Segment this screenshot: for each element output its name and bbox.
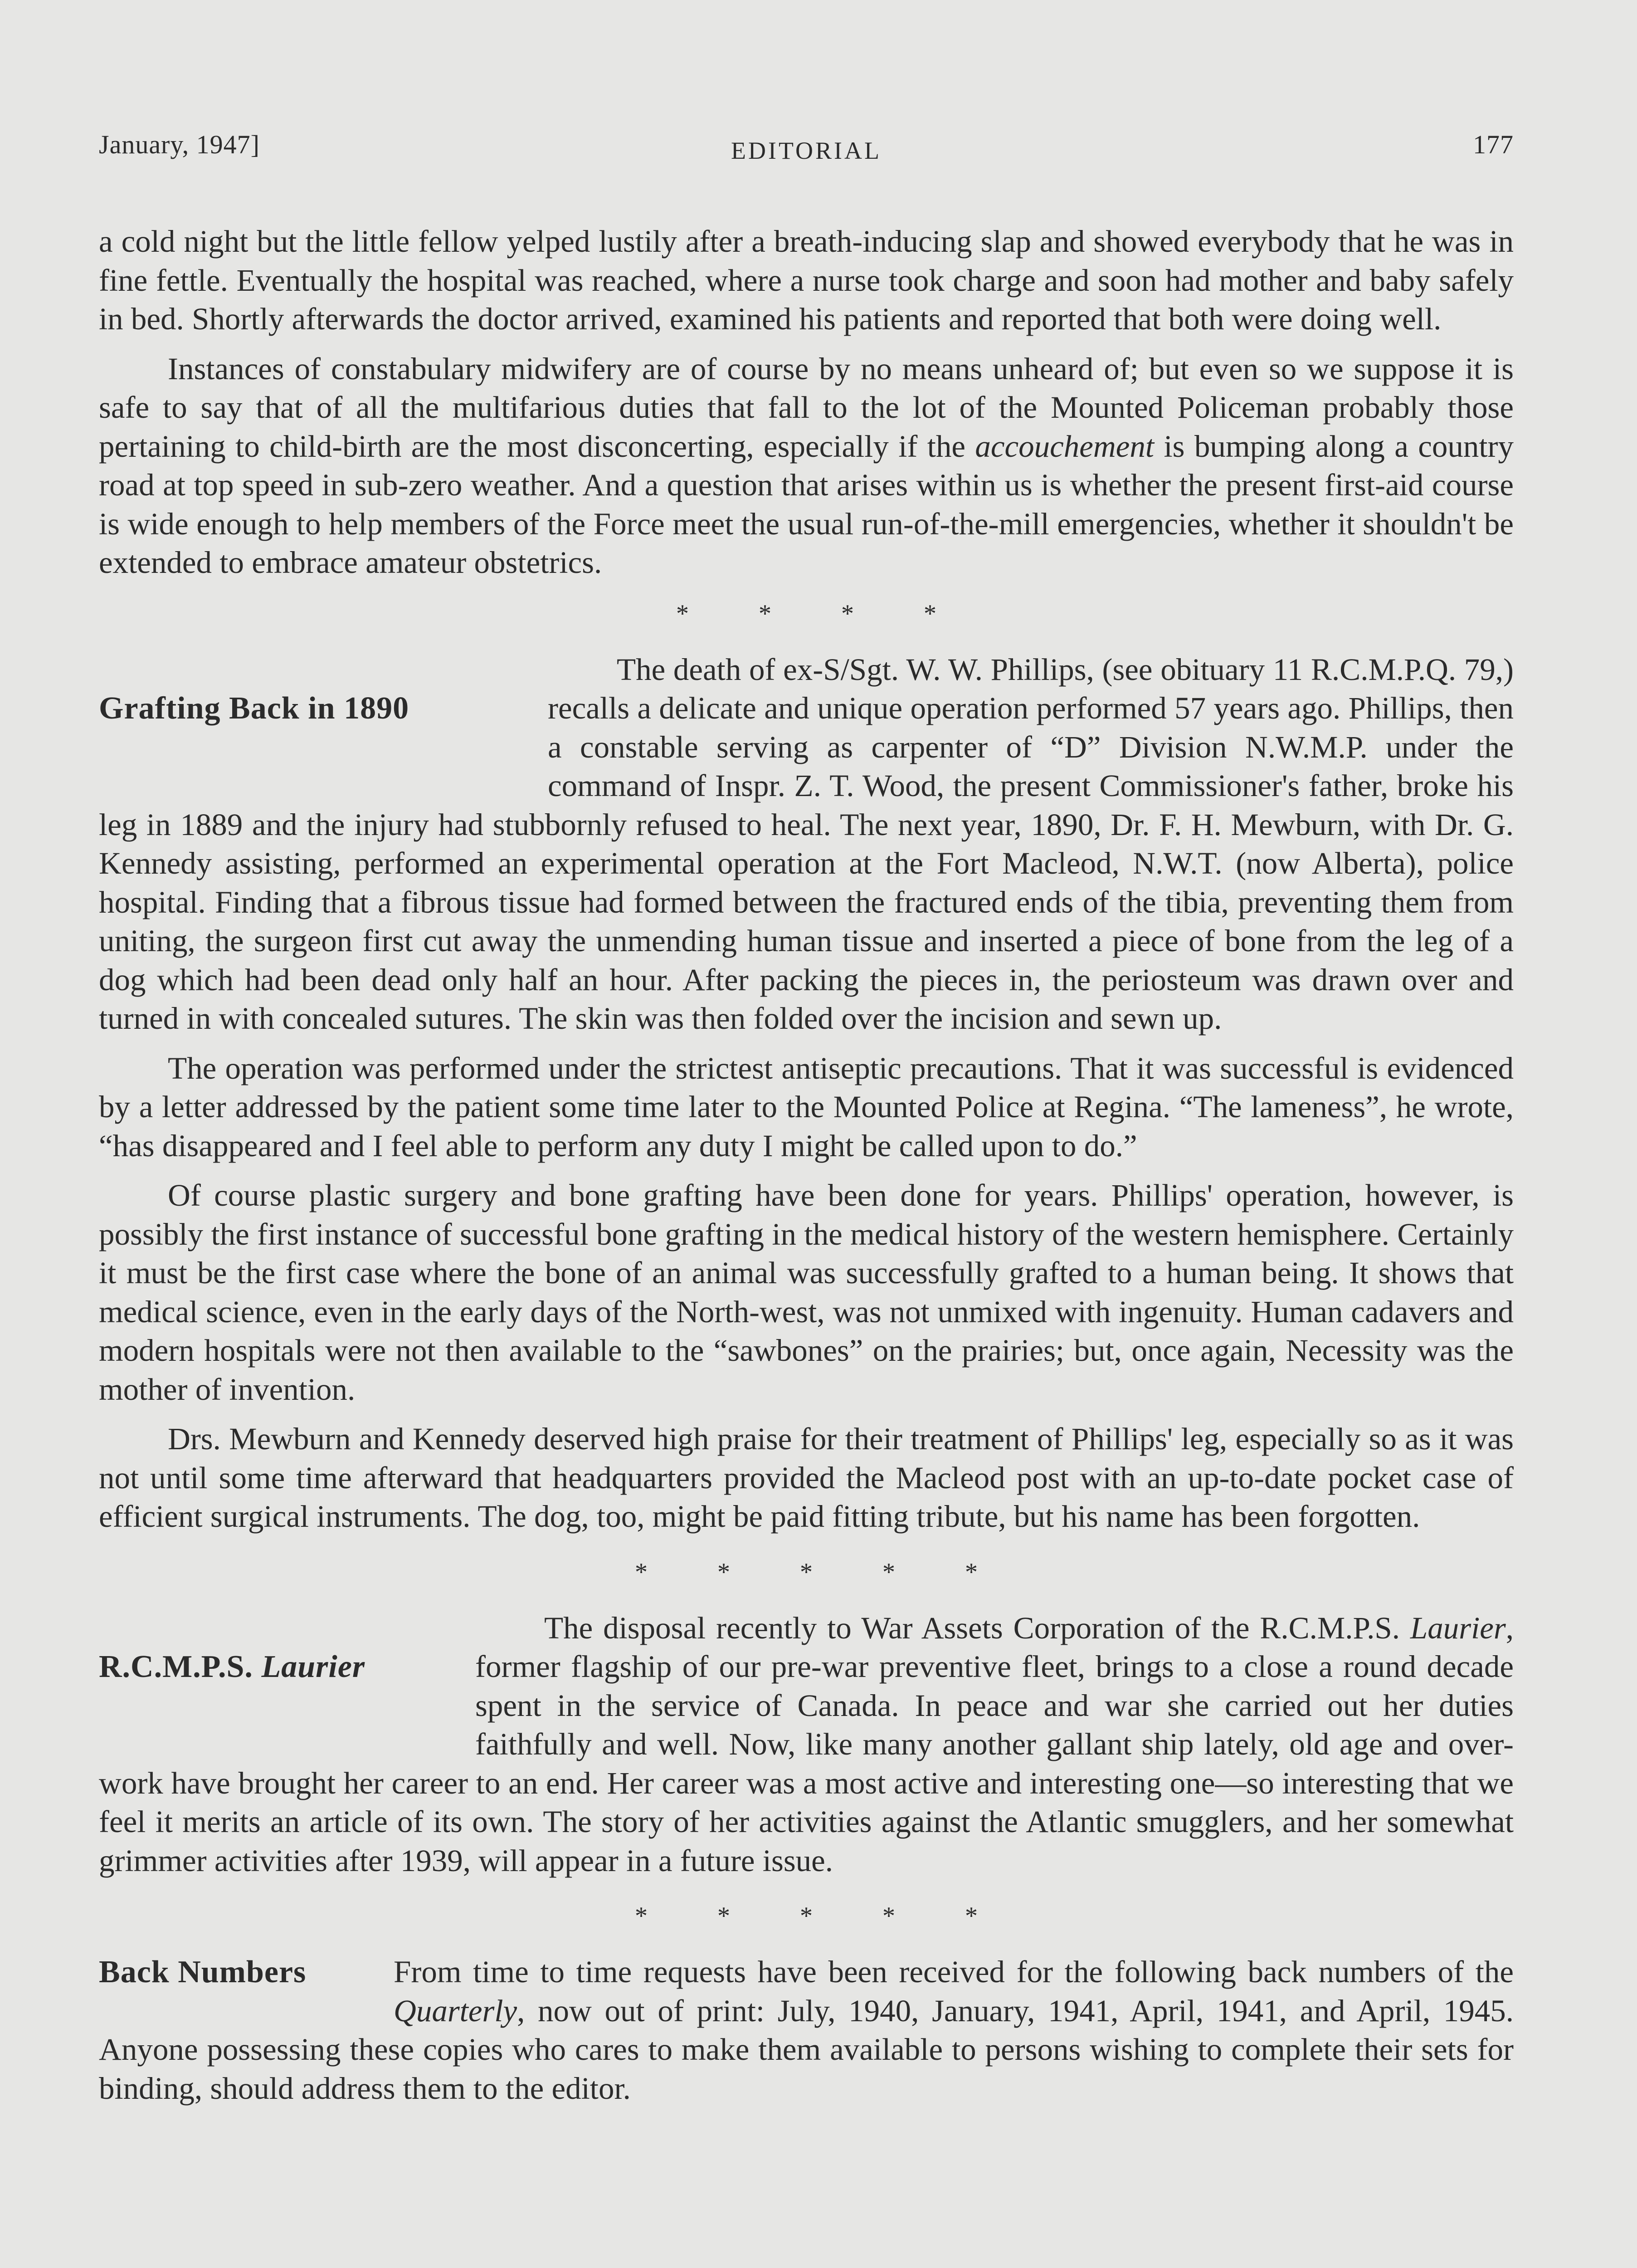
text-run: Instances of constabulary midwifery are of course by no means unheard of; but even so we suppose it is safe to say that of all the multifarious duties that fall to the lot of the Mounted Policeman probably those pertaining to child-birth are the most disconcerting, especially if the [99,351,1514,464]
section-title: EDITORIAL [731,137,882,164]
paragraph: The death of ex-S/Sgt. W. W. Phillips, (see obituary 11 R.C.M.P.Q. 79,) recalls a delicate and unique operation performed 57 years ago. Phillips, then a constable serving as carpenter of “D” Division N.W.M.P. under the command of Inspr. Z. T. Wood, the present Commissioner's father, broke his leg in 1889 and the injury had stubbornly refused to heal. The next year, 1890, Dr. F. H. Mewburn, with Dr. G. Kennedy assisting, performed an experimental operation at the Fort Macleod, N.W.T. (now Alberta), police hospital. Finding that a fibrous tissue had formed between the fractured ends of the tibia, preventing them from uniting, the surgeon first cut away the unmending human tissue and inserted a piece of bone from the leg of a dog which had been dead only half an hour. After packing the pieces in, the periosteum was drawn over and turned in with concealed sutures. The skin was then folded over the incision and sewn up. [99,652,1514,1036]
section-separator: * * * * [676,599,936,628]
publication-name: Quarterly [394,1993,517,2028]
running-head [99,129,1514,170]
paragraph: Drs. Mewburn and Kennedy deserved high praise for their treatment of Phillips' leg, especially so as it was not until some time afterward that headquarters provided the Macleod post with an up-to-date pocket case of efficient surgical instruments. The dog, too, might be paid fitting tribute, but his name has been forgotten. [99,1422,1514,1534]
italic-term: accouchement [975,429,1155,464]
text-run: , now out of print: July, 1940, January, 1941, April, 1941, and April, 1945. Anyone possessing these copies who cares to make them available to persons wishing to complete their sets for binding, should address them to the editor. [99,1993,1514,2106]
paragraph [99,350,1514,582]
side-heading-back-numbers: Back Numbers [99,1955,307,1989]
section-separator: * * * * * [635,1902,978,1930]
section-separator: * * * * * [635,1558,978,1586]
heading-text: R.C.M.P.S. [99,1649,262,1684]
paragraph: a cold night but the little fellow yelped lustily after a breath-inducing slap and showed everybody that he was in fine fettle. Eventually the hospital was reached, where a nurse took charge and soon had mother and baby safely in bed. Shortly afterwards the doctor arrived, examined his patients and reported that both were doing well. [99,224,1514,336]
paragraph: The operation was performed under the strictest antiseptic precautions. That it was successful is evidenced by a letter addressed by the patient some time later to the Mounted Police at Regina. “The lameness”, he wrote, “has disappeared and I feel able to perform any duty I might be called upon to do.” [99,1051,1514,1163]
issue-date: January, 1947] [99,130,260,159]
paragraph: Of course plastic surgery and bone grafting have been done for years. Phillips' operation, however, is possibly the first instance of successful bone grafting in the medical history of the western hemisphere. Certainly it must be the first case where the bone of an animal was successfully grafted to a human being. It shows that medical science, even in the early days of the North-west, was not unmixed with ingenuity. Human cadavers and modern hospitals were not then available to the “sawbones” on the prairies; but, once again, Necessity was the mother of invention. [99,1178,1514,1407]
side-heading-grafting: Grafting Back in 1890 [99,691,409,726]
editorial-body [99,222,1514,2108]
side-heading-laurier [99,1609,475,1764]
text-run: The disposal recently to War Assets Corporation of the R.C.M.P.S. [544,1610,1410,1645]
page-number: 177 [1473,130,1514,159]
ship-name: Laurier [261,1649,365,1684]
ship-name: Laurier [1410,1610,1506,1645]
text-run: is bumping along a country road at top speed in sub-zero weather. And a question that arises within us is whether the present first-aid course is wide enough to help members of the Force meet the usual run-of-the-mill emergencies, whether it shouldn't be extended to embrace amateur obstetrics. [99,429,1514,580]
text-run: , former flagship of our pre-war preventive fleet, brings to a close a round decade spent in the service of Canada. In peace and war she carried out her duties faithfully and well. Now, like many another gallant ship lately, old age and over-work have brought her career to an end. Her career was a most active and interesting one—so interesting that we feel it merits an article of its own. The story of her activities against the Atlantic smugglers, and her somewhat grimmer activities after 1939, will appear in a future issue. [99,1610,1514,1878]
text-run: From time to time requests have been received for the following back numbers of the [394,1955,1514,1989]
